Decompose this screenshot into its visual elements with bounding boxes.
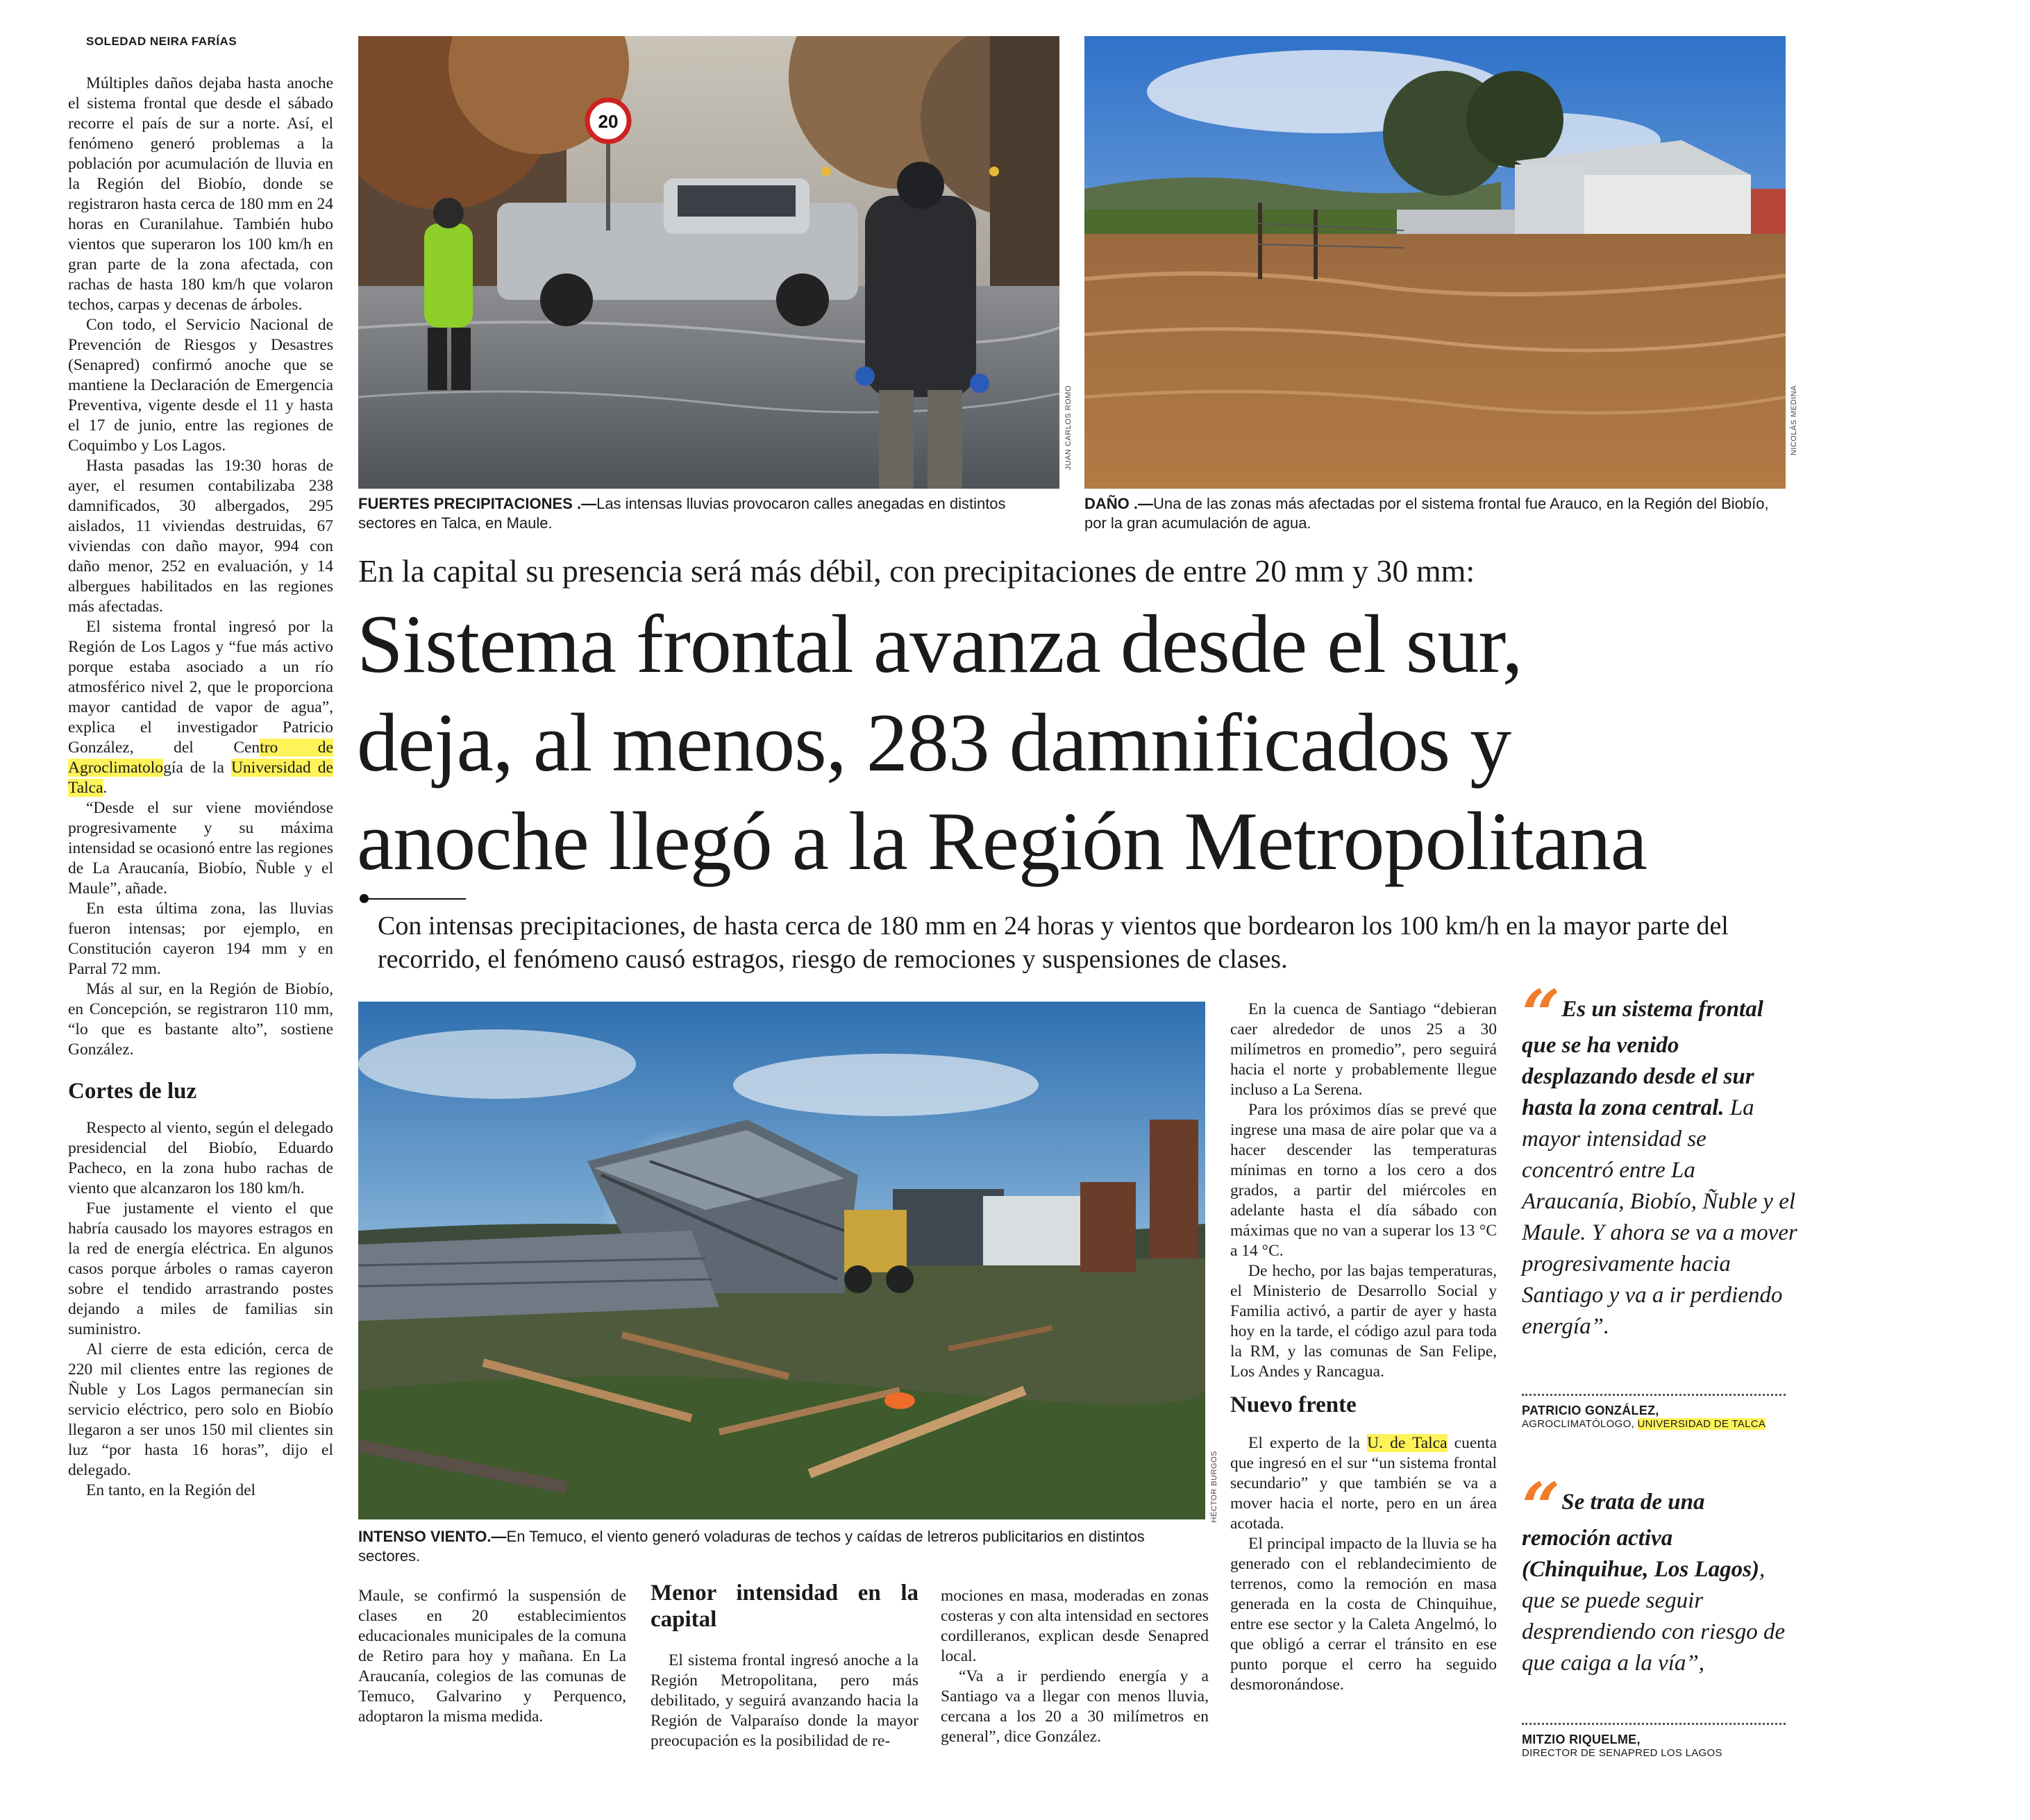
speed-sign-text: 20	[598, 111, 619, 132]
paragraph: Para los próximos días se prevé que ingrese una masa de aire polar que va a hacer descender las temperaturas mínimas en torno a los cero a dos grados, a partir del miércoles en adelante hasta el día sábado con máximas que no van a superar los 13 °C a 14 °C.	[1230, 1101, 1497, 1260]
photo-wind-damage	[358, 1002, 1205, 1519]
photo-flooded-field	[1084, 36, 1786, 489]
photo-caption: FUERTES PRECIPITACIONES .—Las intensas lluvias provocaron calles anegadas en distintos sectores en Talca, en Maule.	[358, 495, 1006, 532]
highlight: tro de Agroclimatolo	[68, 739, 333, 777]
paragraph: De hecho, por las bajas temperaturas, el Ministerio de Desarrollo Social y Familia activó, a partir de ayer y hasta hoy en la tarde, el código azul para toda la RM, y las comunas de San Felipe, Los Andes y Rancagua.	[1230, 1262, 1497, 1381]
paragraph: El sistema frontal ingresó anoche a la Región Metropolitana, pero más debilitado, y seguirá avanzando hacia la Región de Valparaíso donde la mayor preocupación es la posibilidad de re-	[651, 1651, 918, 1750]
pull-quote: “ Se trata de una remoción activa (Chinquihue, Los Lagos), que se puede seguir desprendiendo con riesgo de que caiga a la vía”,	[1522, 1468, 1786, 1676]
subheading: Cortes de luz	[68, 1079, 197, 1104]
highlight: U. de Talca	[1367, 1434, 1448, 1452]
column-1	[68, 74, 333, 1501]
paragraph: Respecto al viento, según el delegado presidencial del Biobío, Eduardo Pacheco, en la zona hubo rachas de viento que alcanzaron los 180 km/h.	[68, 1119, 333, 1197]
paragraph: “Va a ir perdiendo energía y a Santiago va a llegar con menos lluvia, cercana a los 20 a 30 milímetros en general”, dice González.	[941, 1667, 1209, 1746]
photo-flooded-street	[358, 36, 1059, 489]
column-4	[941, 1586, 1209, 1747]
quote-mark-icon: “	[1522, 975, 1552, 1054]
column-5	[1230, 1000, 1497, 1695]
paragraph: El principal impacto de la lluvia se ha generado con el reblandecimiento de terrenos, como la remoción en masa generada en la costa de Chinquihue, entre ese sector y la Caleta Angelmó, lo que obligó a cerrar el tránsito en ese punto porque el cerro ha seguido desmoronándose.	[1230, 1535, 1497, 1694]
photo-caption: INTENSO VIENTO.—En Temuco, el viento generó voladuras de techos y caídas de letreros publicitarios en distintos sectores.	[358, 1528, 1145, 1565]
headline: Sistema frontal avanza desde el sur, deja, al menos, 283 damnificados y anoche llegó a la Región Metropolitana	[357, 598, 1647, 887]
paragraph: El sistema frontal ingresó por la Región de Los Lagos y “fue más activo porque estaba asociado a un río atmosférico nivel 2, que le proporciona mayor cantidad de vapor de agua”, explica el investigador Patricio González, del Centro de Agroclimatología de la Universidad de Talca.	[68, 618, 333, 797]
highlight: UNIVERSIDAD DE TALCA	[1637, 1418, 1766, 1430]
deck: Con intensas precipitaciones, de hasta cerca de 180 mm en 24 horas y vientos que bordearon los 100 km/h en la mayor parte del recorrido, el fenómeno causó estragos, riesgo de remociones y suspensiones de clases.	[378, 911, 1729, 974]
paragraph: Al cierre de esta edición, cerca de 220 mil clientes entre las regiones de Ñuble y Los Lagos permanecían sin servicio eléctrico, pero solo en Biobío llegaron a ser unos 150 mil clientes sin luz “por hasta 16 horas”, dijo el delegado.	[68, 1340, 333, 1479]
paragraph: Hasta pasadas las 19:30 horas de ayer, el resumen contabilizaba 238 damnificados, 30 albergados, 295 aislados, 11 viviendas destruidas, 67 viviendas con daño mayor, 994 con daño menor, 252 en evaluación, y 14 albergues habilitados en las regiones más afectadas.	[68, 457, 333, 616]
photo-credit: NICOLÁS MEDINA	[1790, 385, 1798, 456]
paragraph: En la cuenca de Santiago “debieran caer alrededor de unos 25 a 30 milímetros en promedio”, pero seguirá hacia el norte y probablemente llegue incluso a La Serena.	[1230, 1000, 1497, 1099]
bullet-dot	[360, 894, 369, 903]
quote-mark-icon: “	[1522, 1468, 1552, 1547]
quote-attribution: MITZIO RIQUELME, DIRECTOR DE SENAPRED LOS LAGOS	[1522, 1733, 1722, 1759]
paragraph: Múltiples daños dejaba hasta anoche el sistema frontal que desde el sábado recorre el país de sur a norte. Así, el fenómeno generó problemas a la población por acumulación de lluvia en la Región del Biobío, donde se registraron hasta cerca de 180 mm en 24 horas en Curanilahue. También hubo vientos que superaron los 100 km/h en gran parte de la zona afectada, con rachas de hasta 180 km/h que volaron techos, carpas y decenas de árboles.	[68, 74, 333, 314]
column-3	[651, 1580, 918, 1751]
paragraph: Maule, se confirmó la suspensión de clases en 20 establecimientos educacionales municipales de la comuna de Retiro para hoy y mañana. En La Araucanía, colegios de las comunas de Temuco, Galvarino y Perquenco, adoptaron la misma medida.	[358, 1587, 626, 1726]
paragraph: Con todo, el Servicio Nacional de Prevención de Riesgos y Desastres (Senapred) confirmó anoche que se mantiene la Declaración de Emergencia Preventiva, vigente desde el 11 y hasta el 17 de junio, entre las regiones de Coquimbo y Los Lagos.	[68, 316, 333, 455]
kicker: En la capital su presencia será más débil, con precipitaciones de entre 20 mm y 30 mm:	[358, 553, 1475, 589]
paragraph: “Desde el sur viene moviéndose progresivamente y su máxima intensidad se ocasionó entre las regiones de La Araucanía, Biobío, Ñuble y el Maule”, añade.	[68, 799, 333, 898]
divider	[1522, 1723, 1786, 1725]
paragraph: En esta última zona, las lluvias fueron intensas; por ejemplo, en Constitución cayeron 194 mm y en Parral 72 mm.	[68, 900, 333, 978]
quote-attribution: PATRICIO GONZÁLEZ, AGROCLIMATÓLOGO, UNIVERSIDAD DE TALCA	[1522, 1404, 1766, 1430]
photo-credit: HÉCTOR BURGOS	[1210, 1451, 1218, 1523]
column-2	[358, 1586, 626, 1727]
paragraph: mociones en masa, moderadas en zonas costeras y con alta intensidad en sectores cordilleranos, explican desde Senapred local.	[941, 1587, 1209, 1665]
paragraph: Más al sur, en la Región de Biobío, en Concepción, se registraron 110 mm, “lo que es bastante alto”, sostiene González.	[68, 980, 333, 1059]
photo-caption: DAÑO .—Una de las zonas más afectadas por el sistema frontal fue Arauco, en la Región del Biobío, por la gran acumulación de agua.	[1084, 495, 1769, 532]
highlight: Universidad de Talca	[68, 759, 333, 797]
byline: SOLEDAD NEIRA FARÍAS	[86, 35, 237, 48]
divider	[1522, 1394, 1786, 1396]
subheading: Menor intensidad en la capital	[651, 1581, 918, 1632]
divider	[369, 898, 466, 900]
paragraph: En tanto, en la Región del	[86, 1481, 256, 1499]
pull-quote: “ Es un sistema frontal que se ha venido desplazando desde el sur hasta la zona central. La mayor intensidad se concentró entre La Araucanía, Biobío, Ñuble y el Maule. Y ahora se va a mover progresivamente hacia Santiago y va a ir perdiendo energía”.	[1522, 975, 1797, 1339]
photo-credit: JUAN CARLOS ROMO	[1064, 385, 1073, 471]
paragraph: Fue justamente el viento el que habría causado los mayores estragos en la red de energía eléctrica. En algunos casos porque árboles o ramas cayeron sobre el tendido arrastrando postes dejando a miles de familias sin suministro.	[68, 1199, 333, 1338]
paragraph: El experto de la U. de Talca cuenta que ingresó en el sur “un sistema frontal secundario” y que también se va a mover hacia el norte, pero en un área acotada.	[1230, 1434, 1497, 1533]
subheading: Nuevo frente	[1230, 1392, 1357, 1417]
